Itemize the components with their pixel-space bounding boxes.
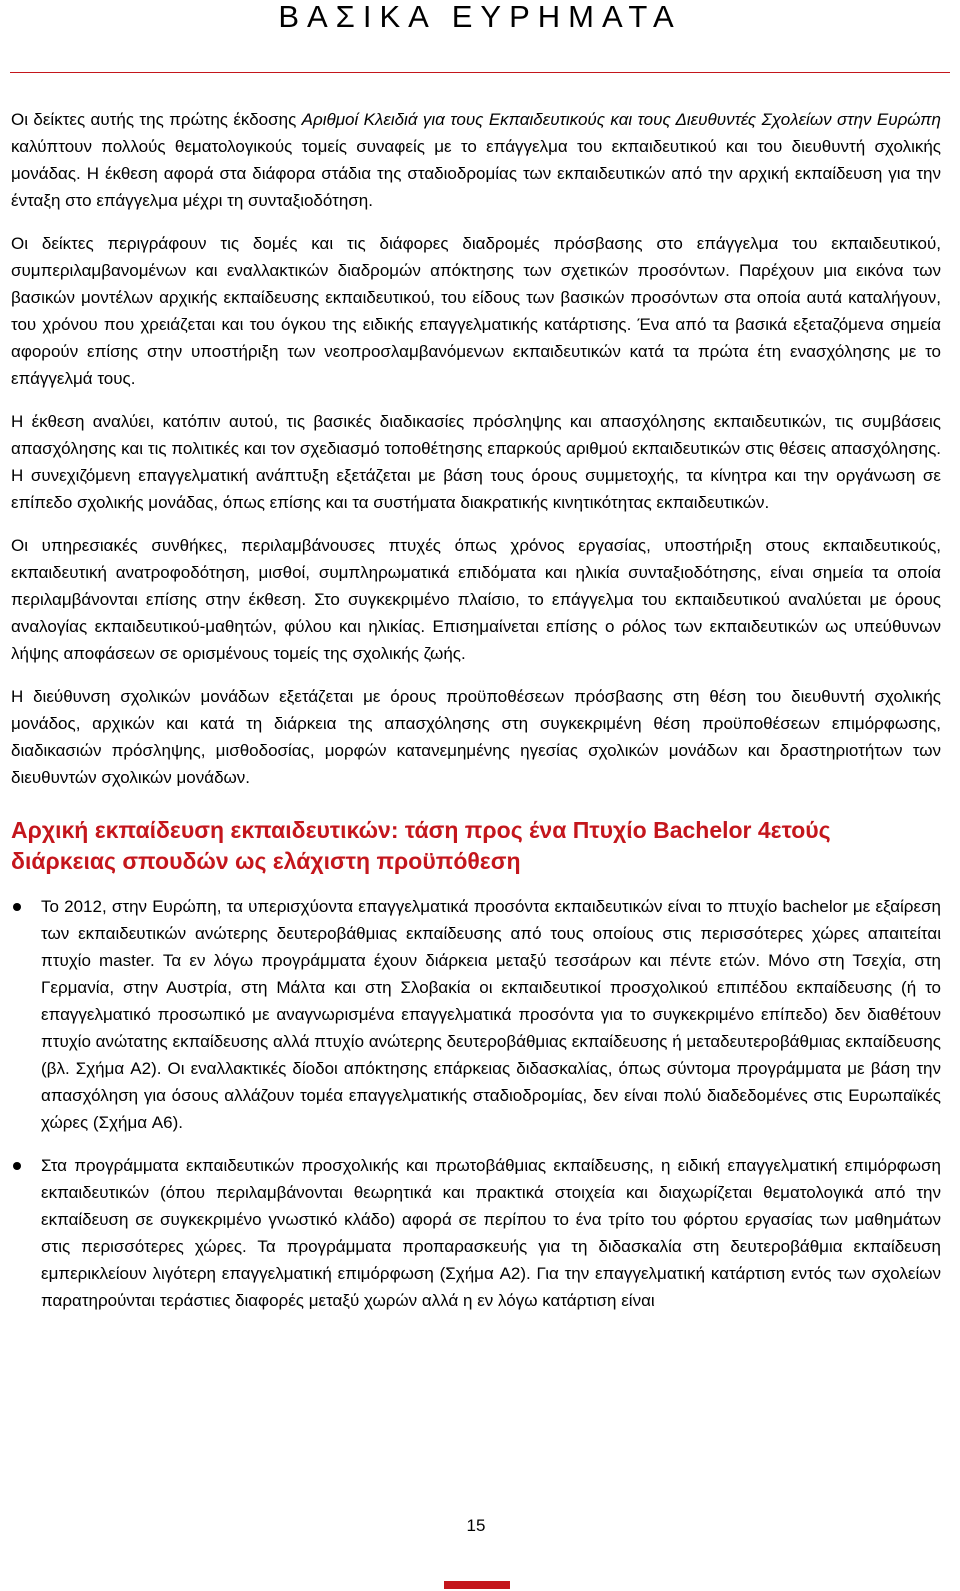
bullet-icon <box>13 1162 21 1170</box>
page-number: 15 <box>466 1516 486 1535</box>
paragraph-intro-text-end: καλύπτουν πολλούς θεματολογικούς τομείς συναφείς με το επάγγελμα του εκπαιδευτικού και του διευθυντή σχολικής μονάδας. Η έκθεση αφορά στα διάφορα στάδια της σταδιοδρομίας των εκπαιδευτικών από την αρχική εκπαίδευση για την ένταξη στο επάγγελμα μέχρι τη συνταξιοδότηση. <box>11 137 941 210</box>
title-divider <box>10 72 950 73</box>
section-heading: Αρχική εκπαίδευση εκπαιδευτικών: τάση προς ένα Πτυχίο Bachelor 4ετούς διάρκειας σπουδών ως ελάχιστη προϋπόθεση <box>11 817 831 874</box>
document-body <box>11 106 941 1330</box>
page-number-bar <box>444 1581 510 1589</box>
bullet-icon <box>13 903 21 911</box>
paragraph-indicators: Οι δείκτες περιγράφουν τις δομές και τις διάφορες διαδρομές πρόσβασης στο επάγγελμα του εκπαιδευτικού, συμπεριλαμβανομένων και εναλλακτικών διαδρομών απόκτησης των σχετικών προσόντων. Παρέχουν μια εικόνα των βασικών μοντέλων αρχικής εκπαίδευσης εκπαιδευτικού, του είδους των βασικών προσόντων στα οποία αυτά καταλήγουν, του χρόνου που χρειάζεται και του όγκου της ειδικής επαγγελματικής κατάρτισης. Ένα από τα βασικά εξεταζόμενα σημεία αφορούν επίσης στην υποστήριξη των νεοπροσλαμβανόμενων εκπαιδευτικών κατά τα πρώτα έτη ενασχόλησης με το επάγγελμά τους. <box>11 234 941 388</box>
list-item <box>11 1152 941 1314</box>
page-title: ΒΑΣΙΚΑ ΕΥΡΗΜΑΤΑ <box>278 0 682 34</box>
report-title-italic: Αριθμοί Κλειδιά για τους Εκπαιδευτικούς και τους Διευθυντές Σχολείων στην Ευρώπη <box>301 110 941 129</box>
list-item-text: Το 2012, στην Ευρώπη, τα υπερισχύοντα επαγγελματικά προσόντα εκπαιδευτικών είναι το πτυχίο bachelor με εξαίρεση των εκπαιδευτικών ανώτερης δευτεροβάθμιας εκπαίδευσης από τους οποίους στις περισσότερες χώρες απαιτείται πτυχίο master. Τα εν λόγω προγράμματα έχουν διάρκεια μεταξύ τεσσάρων και πέντε ετών. Μόνο στη Τσεχία, στη Γερμανία, στην Αυστρία, στη Μάλτα και στη Σλοβακία οι εκπαιδευτικοί προσχολικού επιπέδου εκπαίδευσης (ή το επαγγελματικό προσωπικό με αναγνωρισμένα επαγγελματικά προσόντα για το συγκεκριμένο επίπεδο) δεν διαθέτουν πτυχίο ανώτατης εκπαίδευσης αλλά πτυχίο ανώτερης δευτεροβάθμιας εκπαίδευσης ή μεταδευτεροβάθμιας εκπαίδευσης (βλ. Σχήμα A2). Οι εναλλακτικές δίοδοι απόκτησης επάρκειας διδασκαλίας, όπως σύντομα προγράμματα με βάση την απασχόληση για όσους αλλάζουν τομέα επαγγελματικής σταδιοδρομίας, δεν είναι πολύ διαδεδομένες στις Ευρωπαϊκές χώρες (Σχήμα A6). <box>41 897 941 1132</box>
paragraph-school-leadership: Η διεύθυνση σχολικών μονάδων εξετάζεται με όρους προϋποθέσεων πρόσβασης στη θέση του διευθυντή σχολικής μονάδος, αρχικών και κατά τη διάρκεια της απασχόλησης στη συγκεκριμένη θέση προϋποθέσεων επιμόρφωσης, διαδικασιών πρόσληψης, μισθοδοσίας, μορφών κατανεμημένης ηγεσίας σχολικών μονάδων και δραστηριοτήτων των διευθυντών σχολικών μονάδων. <box>11 687 941 787</box>
paragraph-intro-text-start: Οι δείκτες αυτής της πρώτης έκδοσης <box>11 110 302 129</box>
list-item-text: Στα προγράμματα εκπαιδευτικών προσχολικής και πρωτοβάθμιας εκπαίδευσης, η ειδική επαγγελματική επιμόρφωση εκπαιδευτικών (όπου περιλαμβάνονται θεωρητικά και πρακτικά στοιχεία και διαχωρίζεται θεματολογικά από την εκπαίδευση σε συγκεκριμένο γνωστικό κλάδο) αφορά σε περίπου το ένα τρίτο του φόρτου εργασίας των μαθημάτων στις περισσότερες χώρες. Τα προγράμματα προπαρασκευής για τη διδασκαλία στη δευτεροβάθμια εκπαίδευση εμπερικλείουν λιγότερη επαγγελματική επιμόρφωση (Σχήμα A2). Για την επαγγελματική κατάρτιση εντός των σχολείων παρατηρούνται τεράστιες διαφορές μεταξύ χωρών αλλά η εν λόγω κατάρτιση είναι <box>41 1156 941 1310</box>
paragraph-working-conditions: Οι υπηρεσιακές συνθήκες, περιλαμβάνουσες πτυχές όπως χρόνος εργασίας, υποστήριξη στους εκπαιδευτικούς, εκπαιδευτική ανατροφοδότηση, μισθοί, συμπληρωματικά επιδόματα και ηλικία συνταξιοδότησης, είναι σημεία τα οποία περιλαμβάνονται επίσης στην έκθεση. Στο συγκεκριμένο πλαίσιο, το επάγγελμα του εκπαιδευτικού αναλύεται με όρους αναλογίας εκπαιδευτικού-μαθητών, φύλου και ηλικίας. Επισημαίνεται επίσης ο ρόλος των εκπαιδευτικών ως υπεύθυνων λήψης αποφάσεων σε ορισμένους τομείς της σχολικής ζωής. <box>11 536 941 663</box>
paragraph-recruitment: Η έκθεση αναλύει, κατόπιν αυτού, τις βασικές διαδικασίες πρόσληψης και απασχόλησης εκπαιδευτικών, τις συμβάσεις απασχόλησης και τις πολιτικές και τον σχεδιασμό τοποθέτησης επαρκούς αριθμού εκπαιδευτικών στις θέσεις απασχόλησης. Η συνεχιζόμενη επαγγελματική ανάπτυξη εξετάζεται με βάση τους όρους συμμετοχής, τα κίνητρα και την οργάνωση σε επίπεδο σχολικής μονάδας, όπως επίσης και τα συστήματα διακρατικής κινητικότητας εκπαιδευτικών. <box>11 412 941 512</box>
paragraph-intro-scope <box>11 106 941 214</box>
bullet-list <box>11 893 941 1314</box>
list-item <box>11 893 941 1136</box>
